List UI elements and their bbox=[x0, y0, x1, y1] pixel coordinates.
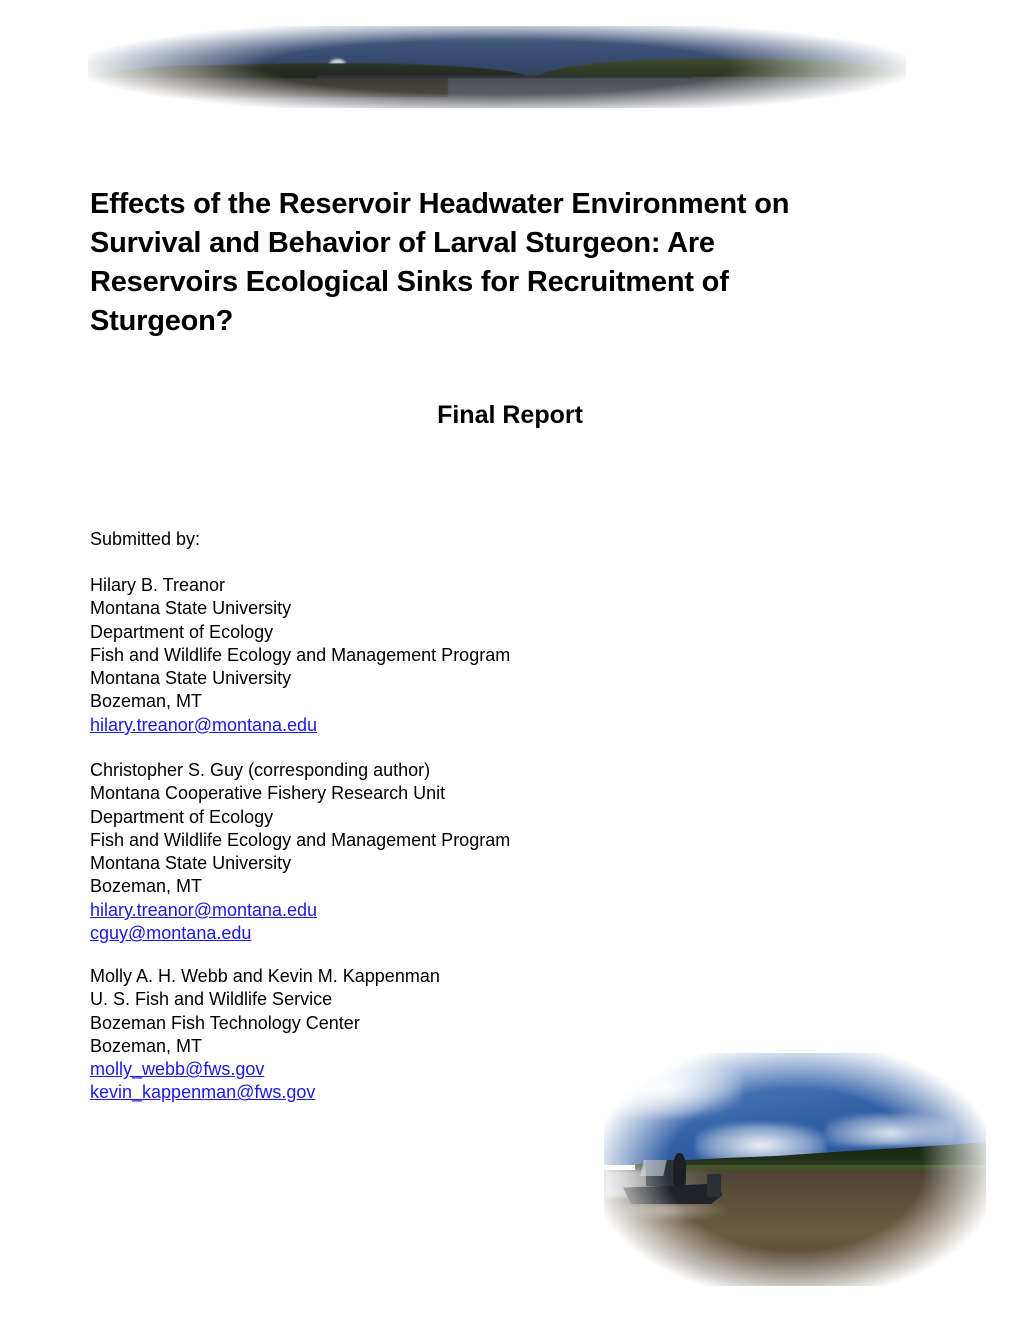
page-title-line: Sturgeon? bbox=[90, 305, 234, 338]
author-affiliation-line: Fish and Wildlife Ecology and Management Program bbox=[90, 829, 511, 850]
photo-boat-person bbox=[673, 1153, 686, 1186]
photo-boat-windshield bbox=[640, 1160, 666, 1176]
author-block-webb-kappenman bbox=[90, 965, 440, 1105]
page-title-line: Survival and Behavior of Larval Sturgeon: Are bbox=[90, 227, 715, 260]
author-affiliation-line: Bozeman, MT bbox=[90, 876, 203, 897]
report-subtitle: Final Report bbox=[437, 401, 583, 429]
author-affiliation-line: Bozeman Fish Technology Center bbox=[90, 1012, 360, 1033]
author-affiliation-line: Montana State University bbox=[90, 853, 292, 874]
page-title-line: Effects of the Reservoir Headwater Environment on bbox=[90, 188, 790, 221]
author-affiliation-line: Fish and Wildlife Ecology and Management Program bbox=[90, 644, 511, 665]
author-name: Molly A. H. Webb and Kevin M. Kappenman bbox=[90, 966, 440, 986]
jet-boat-on-river-photo bbox=[604, 1053, 986, 1286]
author-affiliation-line: Bozeman, MT bbox=[90, 691, 203, 712]
author-email-link[interactable]: hilary.treanor@montana.edu bbox=[90, 899, 318, 920]
author-affiliation-line: Montana State University bbox=[90, 668, 292, 689]
photo-cloud bbox=[826, 1114, 956, 1147]
author-email-link[interactable]: kevin_kappenman@fws.gov bbox=[90, 1082, 316, 1103]
author-affiliation-line: Department of Ecology bbox=[90, 806, 274, 827]
author-email-link[interactable]: hilary.treanor@montana.edu bbox=[90, 714, 318, 735]
author-block-guy bbox=[90, 759, 510, 945]
banner-soft-focus-overlay bbox=[88, 26, 906, 108]
author-email-link[interactable]: molly_webb@fws.gov bbox=[90, 1059, 265, 1080]
river-valley-panorama-photo bbox=[88, 26, 906, 108]
author-name: Hilary B. Treanor bbox=[90, 575, 226, 595]
photo-boat-outboard-motor bbox=[707, 1174, 721, 1197]
page-title-line: Reservoirs Ecological Sinks for Recruitment of bbox=[90, 266, 729, 299]
photo-cloud bbox=[612, 1058, 742, 1119]
bottom-right-photo-container bbox=[604, 1053, 986, 1286]
banner-photo-container bbox=[88, 26, 906, 108]
author-name: Christopher S. Guy (corresponding author) bbox=[90, 760, 431, 780]
author-affiliation-line: Bozeman, MT bbox=[90, 1035, 203, 1056]
author-email-link[interactable]: cguy@montana.edu bbox=[90, 923, 252, 944]
submitted-by-label bbox=[90, 528, 200, 551]
author-affiliation-line: Montana Cooperative Fishery Research Unit bbox=[90, 783, 446, 804]
author-affiliation-line: U. S. Fish and Wildlife Service bbox=[90, 989, 333, 1010]
author-affiliation-line: Department of Ecology bbox=[90, 621, 274, 642]
photo-boat-wake bbox=[612, 1202, 727, 1221]
author-affiliation-line: Montana State University bbox=[90, 598, 292, 619]
submitted-by-text: Submitted by: bbox=[90, 529, 201, 549]
page-title bbox=[90, 185, 930, 341]
author-block-treanor bbox=[90, 574, 510, 737]
